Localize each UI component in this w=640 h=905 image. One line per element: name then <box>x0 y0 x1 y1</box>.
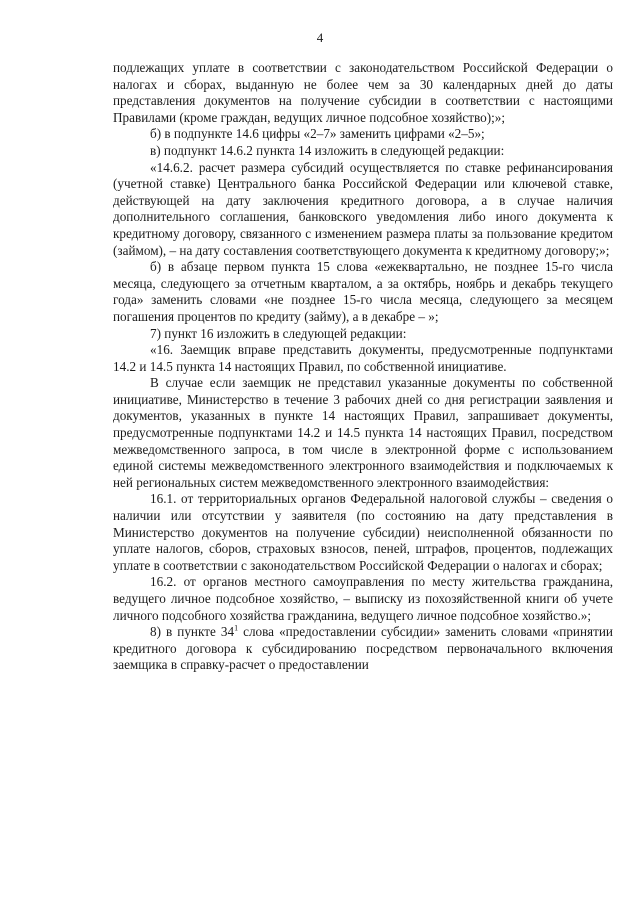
document-body <box>113 60 613 674</box>
paragraph-16-2: 16.2. от органов местного самоуправления по месту жительства гражданина, ведущего личное подсобное хозяйство, – выписку из похозяйственной книги об учете личного подсобного хозяйства гражданина, ведущего личное подсобное хозяйство.»; <box>113 574 613 623</box>
paragraph-continuation: подлежащих уплате в соответствии с законодательством Российской Федерации о налогах и сборах, выданную не более чем за 30 календарных дней до даты представления документов на получение субсидии в соответствии с настоящими Правилами (кроме граждан, ведущих личное подсобное хозяйство);»; <box>113 60 613 125</box>
paragraph-if-not-submitted: В случае если заемщик не представил указанные документы по собственной инициативе, Министерство в течение 3 рабочих дней со дня регистрации заявления и документов, указанных в пункте 14 настоящих Правил, запрашивает документы, предусмотренные подпунктами 14.2 и 14.5 пункта 14 настоящих Правил, посредством межведомственного запроса, в том числе в электронной форме с использованием единой системы межведомственного электронного взаимодействия и подключаемых к ней региональных систем межведомственного электронного взаимодействия: <box>113 375 613 490</box>
paragraph-item-8-start: 8) в пункте 34 <box>150 624 235 640</box>
paragraph-item-v-14-6-2: в) подпункт 14.6.2 пункта 14 изложить в следующей редакции: <box>150 142 505 158</box>
paragraph-item-b-14-6: б) в подпункте 14.6 цифры «2–7» заменить цифрами «2–5»; <box>150 126 485 142</box>
paragraph-item-8-34-1 <box>113 624 613 674</box>
paragraph-quote-16: «16. Заемщик вправе представить документы, предусмотренные подпунктами 14.2 и 14.5 пункта 14 настоящих Правил, по собственной инициативе. <box>113 342 613 374</box>
superscript-1: 1 <box>234 623 239 633</box>
paragraph-item-8-rest: слова «предоставлении субсидии» заменить словами «принятии кредитного договора к субсидированию посредством первоначального включения заемщика в справку-расчет о предоставлении <box>113 624 613 673</box>
paragraph-quote-14-6-2: «14.6.2. расчет размера субсидий осуществляется по ставке рефинансирования (учетной ставке) Центрального банка Российской Федерации или ключевой ставке, действующей на дату заключения кредитного договора, а в случае наличия дополнительного соглашения, банковского уведомления либо иного документа к кредитному договору, связанного с изменением размера платы за пользование кредитом (займом), – на дату составления соответствующего документа к кредитному договору;»; <box>113 159 613 258</box>
page-number: 4 <box>316 30 324 45</box>
paragraph-item-b-15: б) в абзаце первом пункта 15 слова «ежеквартально, не позднее 15-го числа месяца, следующего за отчетным кварталом, а за октябрь, ноябрь и декабрь текущего года» заменить словами «не позднее 15-го числа месяца, следующего за месяцем погашения процентов по кредиту (займу), а в декабре – »; <box>113 259 613 324</box>
paragraph-16-1: 16.1. от территориальных органов Федеральной налоговой службы – сведения о наличии или отсутствии у заявителя (по состоянию на дату представления в Министерство документов на получение субсидии) неисполненной обязанности по уплате налогов, сборов, страховых взносов, пеней, штрафов, процентов, подлежащих уплате в соответствии с законодательством Российской Федерации о налогах и сборах; <box>113 491 613 573</box>
paragraph-item-7-16: 7) пункт 16 изложить в следующей редакции: <box>150 325 407 341</box>
